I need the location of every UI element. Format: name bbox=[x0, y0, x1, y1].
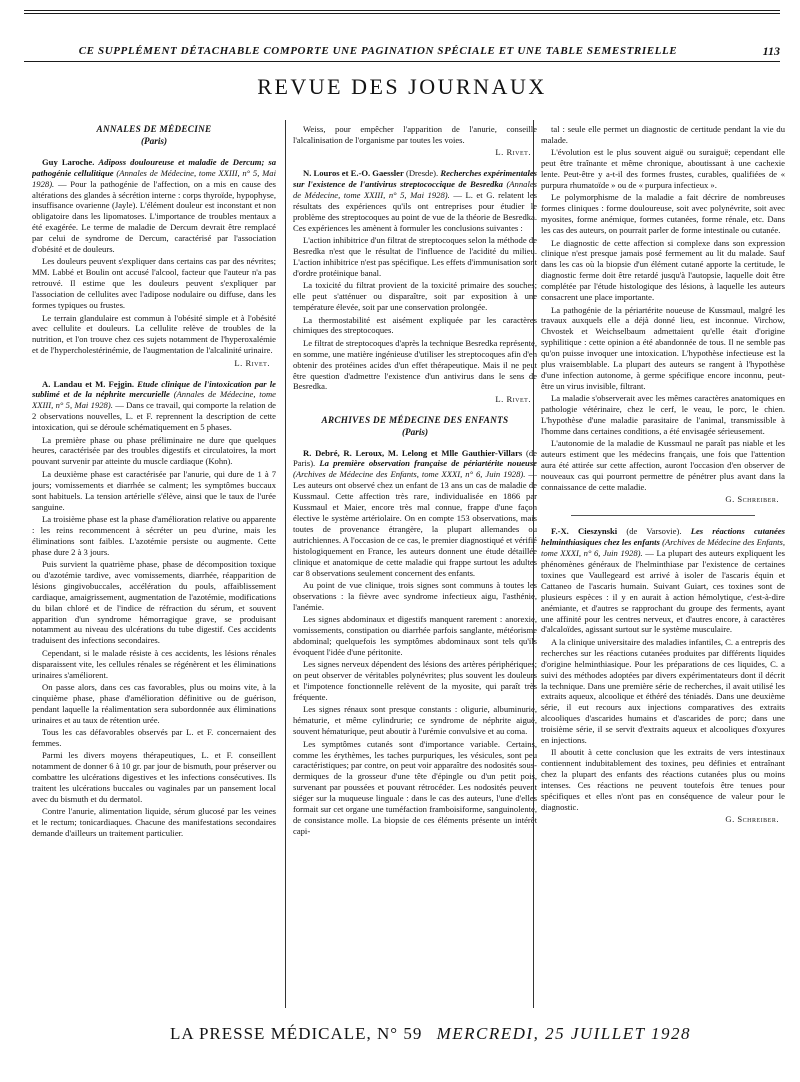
article-title: Etude clinique de l'intoxication par le sublimé et de la néphrite mercurielle bbox=[32, 378, 276, 400]
article-lead bbox=[541, 526, 785, 635]
article-reference: (Archives de Médecine des Enfants, tome XXXI, n° 6, Juin 1928). bbox=[293, 469, 526, 480]
article-origin: (de Varsovie). bbox=[626, 526, 682, 537]
article bbox=[32, 157, 276, 369]
article-separator bbox=[571, 515, 755, 516]
article-paragraph: L'évolution est le plus souvent aiguë ou suraiguë; cependant elle peut être traînante et même chronique, aboutissant à une cachexie lente. Peut-être y a-t-il des formes frustes, curables, qualifiées de « purpura rhumatoïde » ou de « purpura infectieux ». bbox=[541, 147, 785, 191]
article-lead bbox=[32, 379, 276, 434]
article-text: — L. et G. relatent les résultats des expériences qu'ils ont entreprises pour étudier le problème des streptocoques au point de vue de la théorie de Besredka. Ces expériences les amènent à formuler les conclusions suivantes : bbox=[293, 190, 537, 233]
article-title: Recherches expérimentales sur l'existence de l'antivirus streptococcique de Besredka bbox=[293, 168, 537, 190]
article-reference: (Archives de Médecine des Enfants, tome XXXI, n° 6, Juin 1928). bbox=[541, 537, 785, 559]
article-paragraph: L'action inhibitrice d'un filtrat de streptocoques selon la méthode de Besredka n'est que le résultat de l'influence de l'acidité du milieu. L'action inhibitrice n'est pas spécifique. Les effets d'immunisation sont d'ordre protéinique banal. bbox=[293, 235, 537, 278]
header-bottom-rule bbox=[24, 61, 780, 62]
article-paragraph: Les signes nerveux dépendent des lésions des artères périphériques; on peut observer de véritables polynévrites; plus souvent les douleurs et l'impotence fonctionnelle relèvent de la myosite, qui paraît très fréquente. bbox=[293, 659, 537, 702]
journal-rubric: ARCHIVES DE MÉDECINE DES ENFANTS bbox=[321, 414, 509, 425]
article-paragraph: On passe alors, dans ces cas favorables, plus ou moins vite, à la cinquième phase, phase d'amélioration définitive ou de guérison, pendant laquelle la réalimentation sera subordonnée aux éliminations urinaires et au taux de rétention urée. bbox=[32, 682, 276, 725]
article-paragraph: La deuxième phase est caractérisée par l'anurie, qui dure de 1 à 7 jours; vomissements et diarrhée se calment; les symptômes buccaux sont habituels. La tension artérielle s'élève, ainsi que le taux de l'urée sanguine. bbox=[32, 468, 276, 512]
article-signature: G. Schreiber. bbox=[725, 814, 779, 825]
article-authors: Guy Laroche. bbox=[42, 156, 95, 167]
article-paragraph: Contre l'anurie, alimentation liquide, sérum glucosé par les veines et le rectum; tonicardiaques. Chacune des manifestations secondaires demande d'ailleurs un traitement particulier. bbox=[32, 806, 276, 839]
article-authors: A. Landau et M. Fejgin. bbox=[42, 378, 135, 389]
article-lead bbox=[293, 448, 537, 579]
article-paragraph: Les signes rénaux sont presque constants : oligurie, albuminurie, hématurie, et même cylindrurie; ce syndrome de néphrite aiguë, souvent hématurique, peut aboutir à l'urémie convulsive et au coma. bbox=[293, 704, 537, 737]
article-paragraph: tal : seule elle permet un diagnostic de certitude pendant la vie du malade. bbox=[541, 124, 785, 145]
article-paragraph: L'autonomie de la maladie de Kussmaul ne paraît pas niable et les auteurs estiment que les médecins français, une fois que l'attention aura été attirée sur cette affection, auront l'occasion d'en observer de nouveaux cas qui pourront permettre de pénétrer plus avant dans la connaissance de cette maladie. bbox=[541, 438, 785, 492]
article-paragraph: Les symptômes cutanés sont d'importance variable. Certains, comme les érythèmes, les taches purpuriques, les vésicules, sont peu caractéristiques; par contre, on peut voir apparaître des nodosités sous-dermiques de la grosseur d'une tête d'épingle ou d'un petit pois, survenant par poussées et pouvant rétrocéder. Les nodosités peuvent siéger sur la muqueuse linguale : dans le cas des auteurs, l'une d'elles formait sur cet organe une tuméfaction framboisiforme, sanguinolente, de consistance molle. La biopsie de ces éléments présente un intérêt capi- bbox=[293, 738, 537, 836]
column-divider-2 bbox=[533, 120, 534, 1008]
article-paragraph: Les douleurs peuvent s'expliquer dans certains cas par des névrites; MM. Labbé et Boulin ont accusé l'alcool, facteur que l'auteur n'a pas retrouvé. Il estime que les douleurs peuvent s'expliquer par l'association de cellulites avec l'adipose nodulaire ou diffuse, dans les formes typiques ou frustes. bbox=[32, 256, 276, 311]
article-paragraph: Il aboutit à cette conclusion que les extraits de vers intestinaux contiennent indubitablement des toxines, peu définies et entraînant chez la plupart des enfants des réactions cutanées plus ou moins intenses. Ces réactions ne peuvent toutefois être tenues pour spécifiques et elles n'ont pas en conséquence de valeur pour le diagnostic. bbox=[541, 747, 785, 812]
article-paragraph: A la clinique universitaire des maladies infantiles, C. a entrepris des recherches sur les réactions cutanées produites par différents liquides d'origine helminthiasique. Pour les préparations de ces liquides, C. a suivi des méthodes adoptées par divers expérimentateurs dont il décrit la technique. Dans une première série de recherches, il avait utilisé les extraits aqueux, alcoolique et éthéré des téniadés. Dans une deuxième série, il eut recours aux injections comparatives des extraits alcooliques d'ascarides humains et d'ascarides de porc; dans une troisième série, il se servit d'extraits aqueux et alcooliques d'oxyures en injections. bbox=[541, 636, 785, 746]
article-paragraph: Le diagnostic de cette affection si complexe dans son expression clinique n'est presque jamais posé fermement au lit du malade. Sauf dans les cas où la biopsie d'un élément cutané apporte la certitude, le diagnostic ferme doit être retardé jusqu'à l'autopsie, laquelle doit être complétée par l'étude histologique des lésions, à laquelle les auteurs consacrent une place importante. bbox=[541, 237, 785, 303]
header-notice: CE SUPPLÉMENT DÉTACHABLE COMPORTE UNE PAGINATION SPÉCIALE ET UNE TABLE SEMESTRIELLE bbox=[78, 45, 678, 57]
page-header bbox=[24, 10, 780, 64]
article-text: — Pour la pathogénie de l'affection, on a mis en cause des altérations des glandes à sécrétion interne : corps thyroïde, hypophyse, insuffisance ovarienne (Jayle). L'élément douleur est inconstant et non obligatoire dans les lipomatoses. L'importance de troubles mentaux a été exagérée. Le terme de maladie de Dercum devrait être remplacé par celui de syndrome de Dercum, caractérisé par l'association d'obésité et de douleurs. bbox=[32, 178, 276, 255]
article-paragraph: Les signes abdominaux et digestifs manquent rarement : anorexie, vomissements, constipation ou diarrhée parfois sanglante, météorisme abdominal; quelquefois les symptômes abdominaux sont tels qu'ils évoquent l'idée d'une péritonite. bbox=[293, 614, 537, 657]
article-origin: (Dresde). bbox=[405, 168, 439, 179]
article-lead bbox=[32, 157, 276, 255]
article-reference: (Annales de Médecine, tome XXIII, n° 5, Mai 1928). bbox=[32, 389, 276, 411]
article-text: — Dans ce travail, qui comporte la relation de 2 observations nouvelles, L. et F. reprennent la description de cette intoxication, qui se déroule schématiquement en 5 phases. bbox=[32, 400, 276, 433]
article-signature: L. Rivet. bbox=[495, 393, 531, 404]
article-text: — La plupart des auteurs expliquent les phénomènes généraux de l'helminthiase par l'existence de certaines toxines que Vaullegeard est arrivé à isoler de l'ascaris équin et Cattaneo de l'ascaris humain. Suivant Guiart, ces toxines sont de plusieurs espèces : il y en aurait à action hémolytique, c'est-à-dire anémiante, et d'autres se rapprochant du groupe des ferments, ayant une affinité pour les centres nerveux, et d'autres encore, à caractères d'alcaloïdes, agissant surtout sur le système musculaire. bbox=[541, 548, 785, 635]
article-origin: (de Paris). bbox=[293, 447, 537, 469]
page-footer bbox=[170, 1024, 691, 1044]
article bbox=[293, 448, 537, 837]
footer-journal: LA PRESSE MÉDICALE, N° 59 bbox=[170, 1024, 423, 1043]
journal-city: (Paris) bbox=[401, 426, 429, 437]
article-paragraph: La troisième phase est la phase d'amélioration relative ou apparente : les reins recommencent à sécréter un peu d'urine, mais les éliminations sont faibles. L'azotémie persiste ou augmente. Cette phase dure 2 à 3 jours. bbox=[32, 513, 276, 557]
article-paragraph: La pathogénie de la périartérite noueuse de Kussmaul, malgré les travaux auxquels elle a déjà donné lieu, est inconnue. Virchow, Chvostek et Weichselbaum admettaient qu'elle était d'origine syphilitique : cette opinion a été abandonnée de tous. Il ne semble pas qu'on puisse invoquer une intoxication. L'hypothèse infectieuse est la plus vraisemblable. La plupart des auteurs se rangent à l'hypothèse d'une infection autonome, à germe spécifique encore inconnu, peut-être un virus invisible, filtrant. bbox=[541, 304, 785, 391]
article-paragraph: Parmi les divers moyens thérapeutiques, L. et F. conseillent notamment de donner 6 à 10 gr. par jour de bismuth, pour préserver ou combattre les ulcérations digestives et les infections consécutives. Ils traitent les ulcérations buccales ou vaginales par un pansement local avec du bismuth et du dermatol. bbox=[32, 750, 276, 805]
article-authors: R. Debré, R. Leroux, M. Lelong et Mlle Gauthier-Villars bbox=[303, 447, 523, 458]
journal-rubric: ANNALES DE MÉDECINE bbox=[96, 124, 212, 134]
article-paragraph: Cependant, si le malade résiste à ces accidents, les lésions rénales disparaissent vite, les cellules rénales se régénèrent et les éliminations urinaires s'améliorent. bbox=[32, 647, 276, 680]
article-signature: G. Schreiber. bbox=[725, 494, 779, 505]
article-paragraph: Le filtrat de streptocoques d'après la technique Besredka représente, en somme, une matière ingénieuse d'utiliser les streptocoques afin d'en obtenir des protéines acides d'un effet thérapeutique. Mais il ne peut être question d'admettre l'existence d'un antivirus dans le sens de Besredka. bbox=[293, 337, 537, 392]
article bbox=[541, 526, 785, 825]
column-3 bbox=[541, 124, 785, 1006]
article-paragraph: La première phase ou phase préliminaire ne dure que quelques heures, caractérisée par des troubles digestifs et circulatoires, la mort pouvant survenir par atteinte du muscle cardiaque (Kohn). bbox=[32, 434, 276, 467]
footer-date: MERCREDI, 25 JUILLET 1928 bbox=[436, 1024, 691, 1043]
article-continuation bbox=[293, 124, 537, 158]
article-paragraph: Puis survient la quatrième phase, phase de décomposition toxique ou d'azotémie tardive, avec vomissements, diarrhée, réapparition de lésions gingivobuccales, accélération du pouls, affaiblissement cardiaque, amaigrissement, augmentation de l'azotémie, modifications du bilan chloré et de l'indice de réfraction du sérum, et souvent apparition d'un syndrome hémorragique grave, se produisant notamment au niveau des ulcérations du tube digestif. Ces accidents traduisent des infections secondaires. bbox=[32, 559, 276, 646]
header-top-rule bbox=[24, 10, 780, 11]
header-top-rule-2 bbox=[24, 13, 780, 14]
article-paragraph: Weiss, pour empêcher l'apparition de l'anurie, conseille l'alcalinisation de l'organisme par toutes les voies. bbox=[293, 124, 537, 145]
section-title: REVUE DES JOURNAUX bbox=[257, 74, 547, 99]
article-reference: (Annales de Médecine, tome XXIII, n° 5, Mai 1928). bbox=[32, 167, 276, 189]
article-reference: (Annales de Médecine, tome XXIII, n° 5, Mai 1928). bbox=[293, 179, 537, 201]
article-paragraph: Au point de vue clinique, trois signes sont communs à toutes les observations : la fièvre avec syndrome infectieux aigu, l'asthénie, l'anémie. bbox=[293, 579, 537, 612]
article-signature: L. Rivet. bbox=[234, 357, 270, 368]
page-number: 113 bbox=[762, 44, 780, 58]
article-paragraph: La toxicité du filtrat provient de la toxicité primaire des souches; elle peut s'atténuer ou disparaître, soit par exposition à une température élevée, soit par une conservation prolongée. bbox=[293, 280, 537, 313]
article-title: Les réactions cutanées helminthiasiques chez les enfants bbox=[541, 526, 785, 548]
column-1 bbox=[32, 124, 276, 1006]
article-paragraph: Le polymorphisme de la maladie a fait décrire de nombreuses formes cliniques : forme douloureuse, soit avec polynévrite, soit avec myosites, forme anémique, formes cutanées, forme rénale, etc. Dans les cas des auteurs, on pourrait parler de forme intestinale ou cutanée. bbox=[541, 192, 785, 236]
article-paragraph: La maladie s'observerait avec les mêmes caractères anatomiques en pathologie vétérinaire, chez le cerf, le veau, le porc, le chien. L'hypothèse d'une maladie parasitaire de l'animal, transmissible à l'homme dans certaines conditions, a été envisagée sérieusement. bbox=[541, 393, 785, 436]
article-title: La première observation française de périartérite noueuse bbox=[319, 458, 537, 469]
article bbox=[32, 379, 276, 840]
column-2 bbox=[293, 124, 537, 1006]
article-lead bbox=[293, 168, 537, 233]
article-text: — Les auteurs ont observé chez un enfant de 13 ans un cas de maladie de Kussmaul. Cette affection très rare, individualisée en 1866 par Kussmaul et Maier, encore très mal connue, frappe d'une façon élective le système artériolaire. On en compte 153 observations, mais toutes de provenance étrangère, la plupart allemandes ou autrichiennes. A l'occasion de ce cas, le premier diagnostiqué et vérifié histologiquement en France, les auteurs donnent une étude détaillée clinique et anatomique de cette maladie qui frappe surtout les adultes car 8 observations seulement concernent des enfants. bbox=[293, 469, 537, 578]
journal-city: (Paris) bbox=[140, 135, 168, 146]
article-title: Adiposs douloureuse et maladie de Dercum; sa pathogénie cellulitique bbox=[32, 156, 276, 178]
article-paragraph: La thermostabilité est aisément expliquée par les caractères chimiques des streptocoques. bbox=[293, 314, 537, 336]
column-divider-1 bbox=[285, 120, 286, 1008]
article-authors: F.-X. Cieszynski bbox=[551, 526, 618, 537]
article-authors: N. Louros et E.-O. Gaessler bbox=[303, 168, 404, 179]
article-paragraph: Tous les cas défavorables observés par L. et F. concernaient des femmes. bbox=[32, 727, 276, 749]
article-paragraph: Le terrain glandulaire est commun à l'obésité simple et à l'obésité avec cellulite et douleurs. La cellulite relève de troubles de la nutrition, et l'on trouve chez ces sujets notamment de l'hyperoxalémie et de l'hypercholestérinémie, de l'augmentation de l'alcalinité urinaire. bbox=[32, 312, 276, 356]
article-signature: L. Rivet. bbox=[495, 147, 531, 158]
article-continuation bbox=[541, 124, 785, 505]
article bbox=[293, 168, 537, 405]
